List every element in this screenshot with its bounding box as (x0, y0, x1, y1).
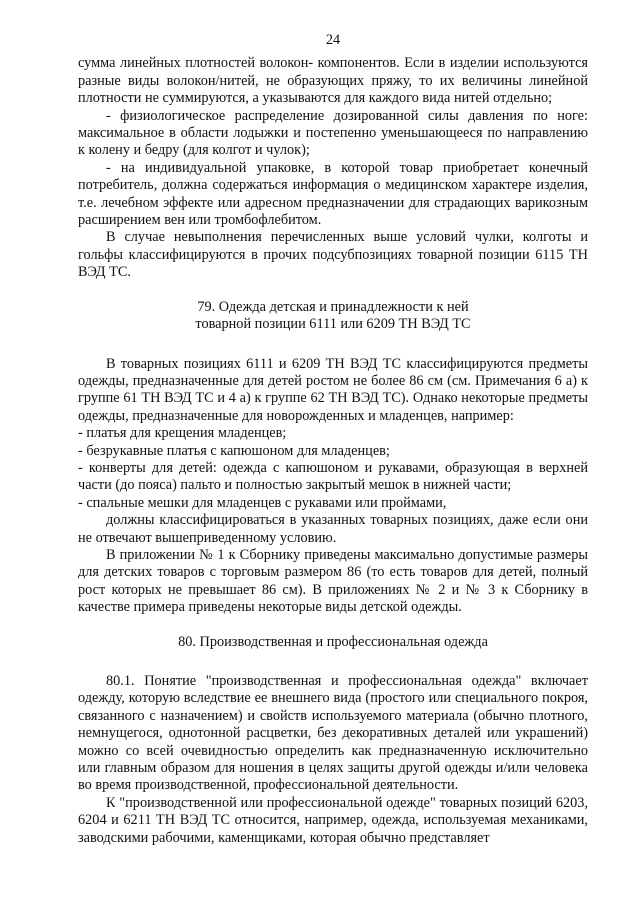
list-item-sleeveless-hooded-dresses: - безрукавные платья с капюшоном для младенцев; (78, 442, 390, 459)
paragraph-80-1-definition: 80.1. Понятие "производственная и профессиональная одежда" включает одежду, которую вследствие ее внешнего вида (простого или специального покроя, связанного с назначением) и свойств используемого материала (обычно плотного, немнущегося, однотонной расцветки, без декоративных деталей или украшений) можно со всей очевидностью определить как предназначенную исключительно или главным образом для ношения в целях защиты другой одежды и/или человека во время производственной, профессиональной деятельности. (78, 673, 588, 794)
list-item-physiological-pressure: - физиологическое распределение дозированной силы давления по ноге: максимальное в области лодыжки и постепенно уменьшающееся по направлению к колену и бедру (для колгот и чулок); (78, 107, 588, 159)
list-item-individual-packaging: - на индивидуальной упаковке, в которой товар приобретает конечный потребитель, должна содержаться информация о медицинском характере изделия, т.е. лечебном эффекте или адресном предназначении для страдающих варикозным расширением вен или тромбофлебитом. (78, 159, 588, 229)
paragraph-children-clothing: В товарных позициях 6111 и 6209 ТН ВЭД ТС классифицируются предметы одежды, предназначенные для детей ростом не более 86 см (см. Примечания 6 а) к группе 61 ТН ВЭД ТС и 4 а) к группе 62 ТН ВЭД ТС). Однако некоторые предметы одежды, предназначенные для новорожденных и младенцев, например: (78, 355, 588, 424)
paragraph-linear-density: сумма линейных плотностей волокон- компонентов. Если в изделии используются разные виды волокон/нитей, не образующих пряжу, то их величины линейной плотности не суммируются, а указываются для каждого вида нитей отдельно; (78, 55, 588, 107)
list-item-baby-envelopes: - конверты для детей: одежда с капюшоном и рукавами, образующая в верхней части (до пояса) пальто и полностью закрытый мешок в нижней части; (78, 459, 588, 494)
list-item-christening-dresses: - платья для крещения младенцев; (78, 425, 287, 442)
paragraph-nonfulfilment: В случае невыполнения перечисленных выше условий чулки, колготы и гольфы классифицируются в прочих подсубпозициях товарной позиции 6115 ТН ВЭД ТС. (78, 229, 588, 281)
list-item-sleeping-bags: - спальные мешки для младенцев с рукавами или проймами, (78, 494, 447, 511)
section-79-heading-line-2: товарной позиции 6111 или 6209 ТН ВЭД ТС (195, 316, 471, 333)
page-number: 24 (325, 32, 341, 48)
section-79-heading-line-1: 79. Одежда детская и принадлежности к ней (197, 298, 469, 315)
section-80-heading: 80. Производственная и профессиональная одежда (178, 633, 488, 650)
paragraph-must-classify: должны классифицироваться в указанных товарных позициях, даже если они не отвечают вышеприведенному условию. (78, 512, 588, 546)
paragraph-appendix-sizes: В приложении № 1 к Сборнику приведены максимально допустимые размеры для детских товаров с торговым размером 86 (то есть товаров для детей, полный рост которых не превышает 86 см). В приложениях № 2 и № 3 к Сборнику в качестве примера приведены некоторые виды детской одежды. (78, 546, 588, 616)
paragraph-workwear-examples: К "производственной или профессиональной одежде" товарных позиций 6203, 6204 и 6211 ТН ВЭД ТС относится, например, одежда, используемая механиками, заводскими рабочими, каменщиками, которая обычно представляет (78, 794, 588, 846)
